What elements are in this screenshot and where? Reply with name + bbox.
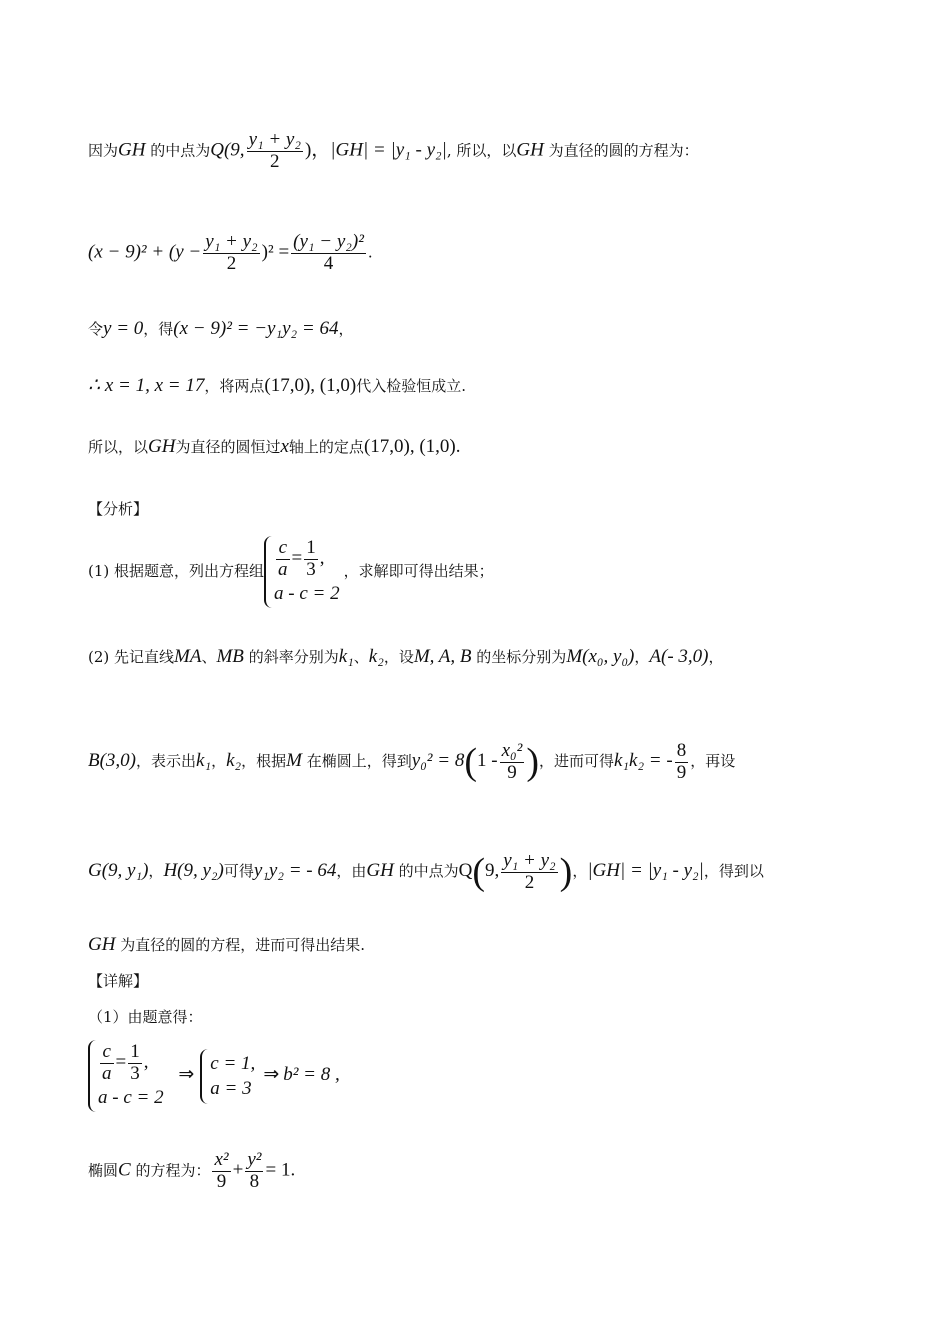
equation-row: a - c = 2 <box>274 582 340 604</box>
fraction <box>128 1042 142 1085</box>
numerator: x₀² <box>501 739 523 761</box>
math: M(x₀, y₀) <box>566 646 635 667</box>
math: B(3,0) <box>88 750 137 771</box>
analysis-part2-cont: B(3,0)，表示出k₁，k₂，根据M 在椭圆上，得到y₀² = 8(1 - $\frac{\text{x₀²}}{9}$ )，进而可得k₁k₂ = - $\frac{8}{9}$ ，再设 <box>88 739 736 783</box>
let-y-zero-line <box>88 318 353 340</box>
equation-row: c = 1, <box>210 1052 256 1074</box>
text: ，设 <box>383 648 414 666</box>
fraction <box>212 1150 230 1193</box>
math: A(- 3,0) <box>649 646 709 667</box>
text: (1) 根据题意，列出方程组 <box>88 562 265 581</box>
midpoint-line <box>88 130 699 173</box>
text: 的方程为： <box>130 1161 211 1180</box>
equation-row: a = 3 <box>210 1078 252 1100</box>
math-gh: GH <box>516 139 544 161</box>
analysis-part2-gh: G(9, y₁)，H(9, y₂)可得y₁y₂ = - 64，由GH 的中点为Q(9, $\frac{\text{y₁ + y₂}}{2}$ )，|GH| = |y₁ - y₂|，得到以 <box>88 849 764 893</box>
analysis-part1 <box>88 536 494 608</box>
text: 为直径的圆恒过 <box>175 438 281 456</box>
math: ∴ x = 1, x = 17 <box>88 375 205 396</box>
text: （1）由题意得： <box>88 1008 203 1026</box>
text: 的坐标分别为 <box>471 648 567 666</box>
fraction <box>245 1150 263 1193</box>
math: b² = 8 , <box>283 1064 340 1086</box>
denominator: 2 <box>524 871 535 893</box>
math: , <box>143 1051 149 1073</box>
math: y = 0 <box>103 318 144 339</box>
math: (x − 9)² = −y₁y₂ = 64 <box>173 318 339 339</box>
math: M <box>286 750 302 771</box>
text: 在椭圆上，得到 <box>301 752 412 770</box>
math: = 1. <box>265 1159 296 1181</box>
numerator: c <box>276 538 290 560</box>
numerator: y₁ + y₂ <box>503 849 556 871</box>
text: (2) 先记直线 <box>88 648 175 666</box>
fraction <box>100 1042 114 1085</box>
denominator: a <box>102 1062 112 1084</box>
math: 9, <box>485 860 500 881</box>
circle-equation <box>88 232 373 275</box>
text: ，将两点 <box>204 377 265 395</box>
math-abs: |GH| = |y₁ - y₂| <box>587 860 704 881</box>
math: k₂ <box>226 750 242 771</box>
numerator: (y₁ − y₂)² <box>293 231 364 252</box>
math: )， <box>304 139 331 161</box>
equation-system <box>88 1040 168 1112</box>
text: 的斜率分别为 <box>243 648 339 666</box>
math-abs: |GH| = |y₁ - y₂| <box>330 139 447 161</box>
fraction <box>247 130 303 173</box>
text: . <box>367 243 373 262</box>
math: C <box>118 1159 131 1181</box>
math: MB <box>216 646 244 667</box>
fraction <box>501 851 557 894</box>
text: 椭圆 <box>88 1161 119 1180</box>
text: ，得 <box>143 320 174 338</box>
math: MA <box>174 646 202 667</box>
text: ，根据 <box>241 752 287 770</box>
text: ， <box>148 862 164 880</box>
equation-system <box>264 536 344 608</box>
text: ，进而可得 <box>538 752 614 770</box>
text: 可得 <box>223 862 254 880</box>
denominator: 9 <box>507 761 517 783</box>
denominator: 2 <box>226 252 237 274</box>
equation-system <box>200 1049 259 1104</box>
detail-part1 <box>88 1006 203 1027</box>
text: , 所以，以 <box>446 141 517 160</box>
math: )² = <box>261 241 290 263</box>
denominator: 4 <box>323 252 334 274</box>
numerator: y² <box>247 1149 262 1170</box>
math: y₀² = 8 <box>411 750 465 771</box>
numerator: y₁ + y₂ <box>205 231 258 252</box>
text: 令 <box>88 320 104 338</box>
text: 代入检验恒成立. <box>356 377 466 395</box>
math: 1 - <box>476 750 498 771</box>
text: 所以，以 <box>88 438 149 456</box>
denominator: 3 <box>306 558 316 580</box>
text: 的中点为 <box>393 862 459 880</box>
math: k₂ <box>368 646 384 667</box>
text: ， <box>211 752 227 770</box>
math-gh: GH <box>366 860 394 881</box>
math: G(9, y₁) <box>88 860 149 881</box>
fraction <box>304 538 318 581</box>
numerator: 1 <box>130 1041 140 1062</box>
math-gh: GH <box>148 436 176 457</box>
denominator: a <box>278 558 288 580</box>
math: x <box>280 436 289 457</box>
denominator: 3 <box>130 1062 140 1084</box>
text: 为直径的圆的方程，进而可得出结果. <box>115 936 365 954</box>
math: + <box>232 1159 244 1181</box>
equation-row: a - c = 2 <box>98 1086 164 1108</box>
math-gh: GH <box>88 934 116 955</box>
fraction <box>500 741 525 784</box>
math: k₁k₂ = - <box>613 750 673 771</box>
math: k₁ <box>338 646 354 667</box>
math: = <box>115 1051 127 1073</box>
numerator: x² <box>214 1149 229 1170</box>
text: ，表示出 <box>136 752 197 770</box>
denominator: 8 <box>249 1170 260 1192</box>
text: ， <box>572 862 588 880</box>
text: 、 <box>353 648 369 666</box>
analysis-heading <box>88 498 148 519</box>
implies-icon: ⇒ <box>178 1064 195 1086</box>
math: (x − 9)² + (y − <box>88 241 202 263</box>
math: M, A, B <box>413 646 472 667</box>
analysis-end <box>88 934 365 956</box>
text: 轴上的定点 <box>288 438 364 456</box>
detail-system <box>88 1040 340 1112</box>
analysis-part2 <box>88 646 724 668</box>
numerator: 1 <box>306 537 316 558</box>
numerator: 8 <box>676 739 687 761</box>
fraction <box>675 741 689 784</box>
text: ，由 <box>336 862 367 880</box>
solution-line <box>88 374 466 397</box>
fraction <box>291 232 366 275</box>
heading: 【详解】 <box>88 972 149 990</box>
text: 的中点为 <box>145 141 211 160</box>
text: ，得到以 <box>703 862 764 880</box>
text: 、 <box>201 648 217 666</box>
math: , <box>319 547 325 569</box>
math-gh: GH <box>118 139 146 161</box>
fraction <box>276 538 290 581</box>
text: ，再设 <box>690 752 736 770</box>
text: ， <box>634 648 650 666</box>
math-q: Q(9, <box>210 139 245 161</box>
denominator: 9 <box>676 761 687 783</box>
math: H(9, y₂) <box>163 860 224 881</box>
math: (17,0), (1,0). <box>363 436 461 457</box>
denominator: 2 <box>270 150 280 172</box>
fraction <box>203 232 259 275</box>
math: Q <box>458 860 473 881</box>
conclusion-line <box>88 436 461 458</box>
detail-heading <box>88 970 148 991</box>
text: ， <box>338 320 354 338</box>
denominator: 9 <box>216 1170 227 1192</box>
text: ，求解即可得出结果； <box>343 562 494 581</box>
math: = <box>291 547 303 569</box>
text: 为直径的圆的方程为： <box>543 141 699 160</box>
math: k₁ <box>196 750 212 771</box>
numerator: y₁ + y₂ <box>248 129 301 150</box>
math: y₁y₂ = - 64 <box>253 860 337 881</box>
implies-icon: ⇒ <box>263 1064 280 1086</box>
numerator: c <box>100 1042 114 1064</box>
math: (17,0), (1,0) <box>264 375 357 396</box>
ellipse-equation <box>88 1150 295 1193</box>
text: ， <box>708 648 724 666</box>
text: 因为 <box>88 141 119 160</box>
heading: 【分析】 <box>88 500 149 518</box>
